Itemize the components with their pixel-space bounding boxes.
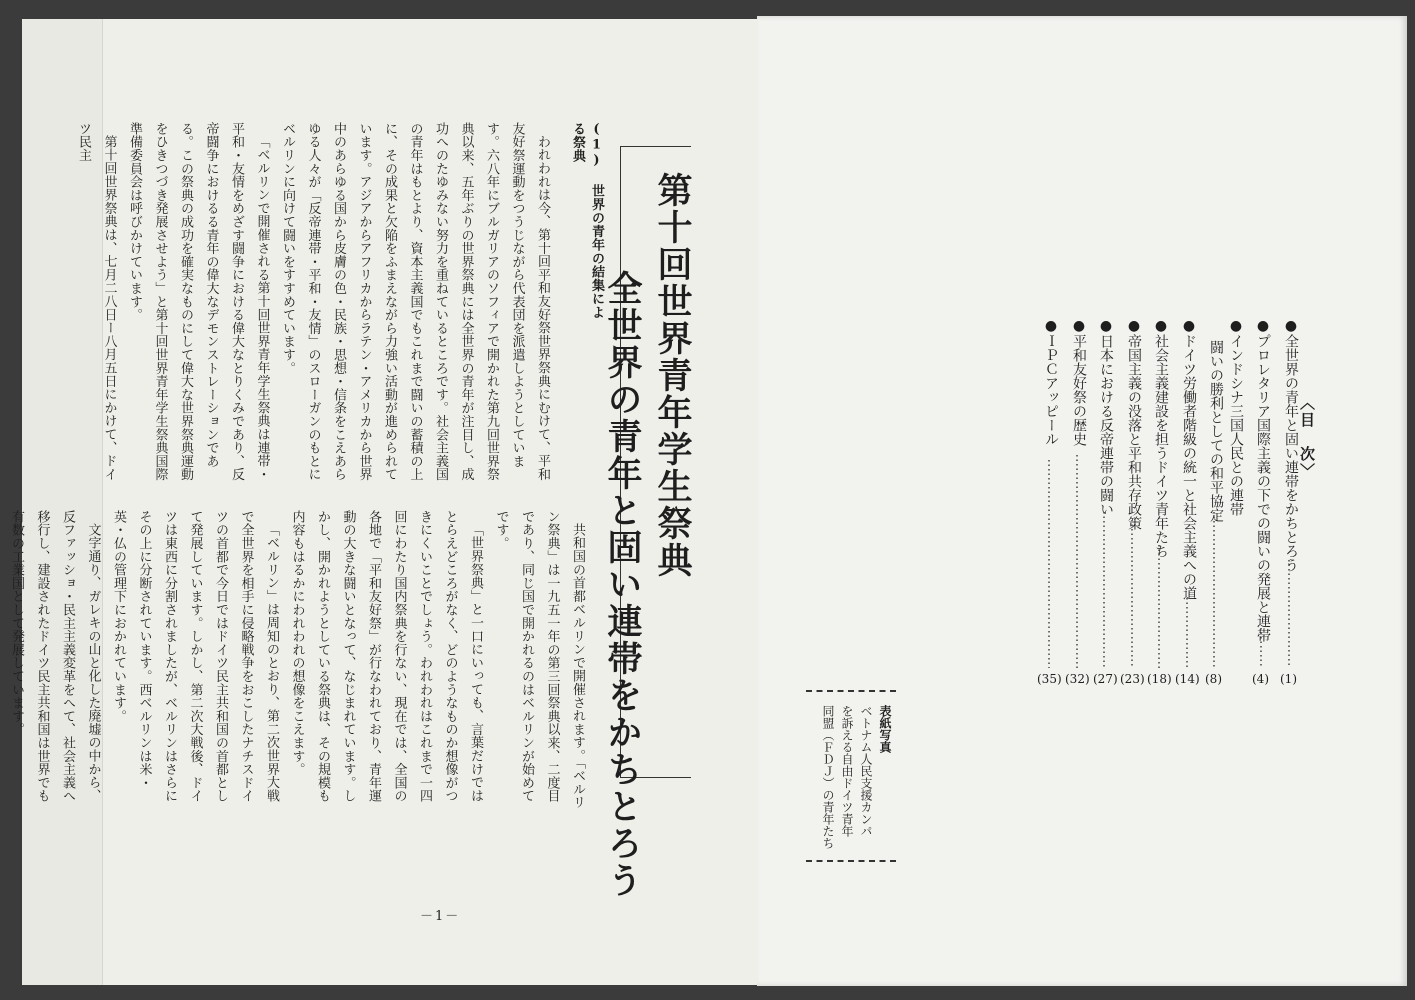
toc-page: (14)	[1175, 672, 1200, 686]
toc-page: (23)	[1120, 672, 1145, 686]
paragraph: 「ベルリンで開催される第十回世界青年学生祭典は連帯・平和・友情をめざす闘争における偉大なとりくみであり、反帝闘争におけるる青年の偉大なデモンストレーションである。この祭典の成功を確実なものにして偉大な世界祭典運動をひきつづき発展させよう」と第十回世界青年学生祭典国際準備委員会は呼びかけています。	[127, 122, 270, 482]
paragraph: 文字通り、ガレキの山と化した廃墟の中から、反ファッショ・民主主義変革をへて、社会主義へ移行し、建設されたドイツ民主共和国は世界でも有数の工業国として発展しています。	[9, 510, 101, 803]
paragraph: 第十回世界祭典は、七月二八日ー八月五日にかけて、ドイツ民主	[76, 122, 117, 481]
caption-line: 同盟（ＦＤＪ）の青年たち	[821, 705, 835, 849]
paragraph: われわれは今、第十回平和友好祭世界祭典にむけて、平和友好祭運動をつうじながら代表団を派遣しようとしています。六八年にブルガリアのソフィアで開かれた第九回世界祭典以来、五年ぶりの世界祭典には全世界の青年が注目し、成功へのたゆみない努力を重ねているところです。社会主義国の青年はもとより、資本主義国でもこれまで闘いの蓄積の上に、その成果と欠陥をふまえながら力強い活動が進められています。アジアからアフリカからラテン・アメリカから世界中のあらゆる国から皮膚の色・民族・思想・信条をこえあらゆる人々が「反帝連帯・平和・友情」のスローガンのもとにベルリンに向けて闘いをすすめています。	[280, 122, 550, 482]
paragraph: 「ベルリン」は周知のとおり、第二次世界大戦で全世界を相手に侵略戦争をおこしたナチスドイツの首都で今日ではドイツ民主共和国の首都として発展しています。しかし、第二次大戦後、ドイツは東西に分割されましたが、ベルリンはさらにその上に分断されています。西ベルリンは米・英・仏の管理下におかれています。	[111, 510, 279, 803]
page-number: －1－	[420, 909, 461, 924]
caption-heading: 表紙写真	[878, 705, 892, 753]
toc-page: (18)	[1147, 672, 1172, 686]
body-text-bottom	[9, 510, 590, 810]
toc-item[interactable]: ●ドイツ労働者階級の統一と社会主義への道	[1181, 318, 1197, 600]
section-heading: (1) 世界の青年の結集による祭典	[570, 122, 604, 319]
body-text-top	[76, 122, 555, 482]
subtitle: 全世界の青年と固い連帯をかちとろう	[602, 270, 643, 899]
caption-line: ベトナム人民支援カンパ	[859, 705, 873, 837]
toc-heading: 〈目 次〉	[1298, 395, 1316, 480]
caption-line: を訴える自由ドイツ青年	[840, 705, 854, 837]
toc-item[interactable]: ●インドシナ三国人民との連帯	[1228, 318, 1244, 516]
toc-item[interactable]: ●平和友好祭の歴史	[1071, 318, 1087, 446]
toc-item[interactable]: ●帝国主義の没落と平和共存政策	[1126, 318, 1142, 530]
toc-page: (27)	[1093, 672, 1118, 686]
toc-page: (35)	[1037, 672, 1062, 686]
paragraph: 「世界祭典」と一口にいっても、言葉だけではとらえどころがなく、どのようなものか想像がつきにくいことでしょう。われわれはこれまで一四回にわたり国内祭典を行ない、現在では、全国の各地で「平和友好祭」が行なわれており、青年運動の大きな闘いとなって、なじまれています。しかし、開かれようとしている祭典は、その規模も内容もはるかにわれわれの想像をこえます。	[289, 510, 483, 803]
toc-item[interactable]: ●社会主義建設を担うドイツ青年たち	[1153, 318, 1169, 558]
toc-item[interactable]: ●全世界の青年と固い連帯をかちとろう	[1283, 318, 1299, 572]
paragraph: 共和国の首都ベルリンで開催されます。「ベルリン祭典」は一九五一年の第三回祭典以来、二度目であり、同じ国で開かれるのはベルリンが始めてです。	[493, 510, 585, 810]
toc-item[interactable]: ●プロレタリア国際主義の下での闘いの発展と連帯	[1255, 318, 1271, 642]
toc-item[interactable]: ●日本における反帝連帯の闘い	[1098, 318, 1114, 516]
toc-item[interactable]: 闘いの勝利としての和平協定	[1208, 340, 1224, 522]
toc-page: (1)	[1280, 672, 1297, 686]
toc-item[interactable]: ●ＩＰＣアッピール	[1043, 318, 1059, 446]
main-title: 第十回世界青年学生祭典	[652, 172, 693, 579]
toc-page: (8)	[1205, 672, 1222, 686]
toc-page: (32)	[1065, 672, 1090, 686]
toc-page: (4)	[1252, 672, 1269, 686]
